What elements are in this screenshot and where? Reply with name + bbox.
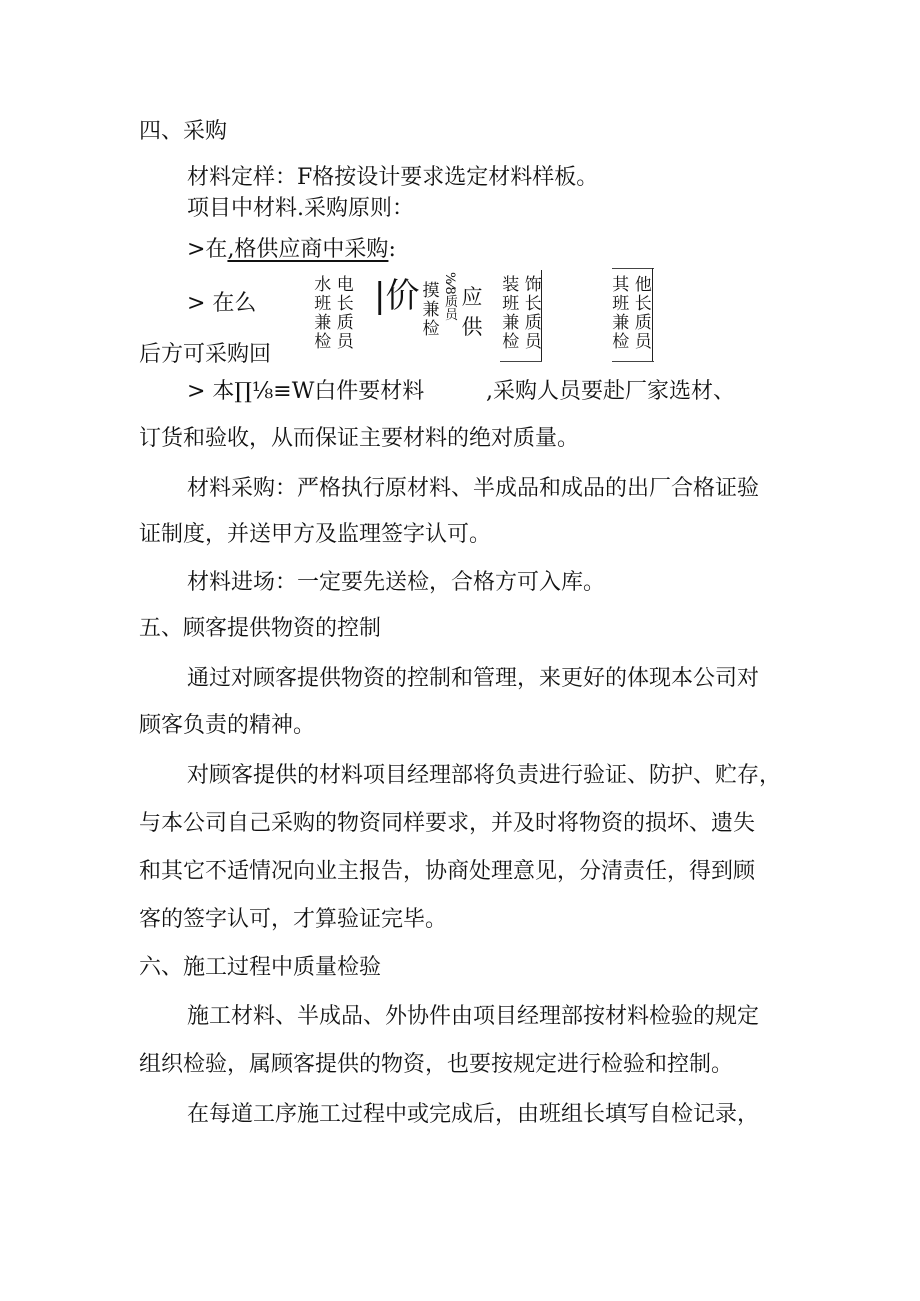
paragraph-line: 对顾客提供的材料项目经理部将负责进行验证、防护、贮存， xyxy=(187,763,782,788)
paragraph-line: 材料定样：F格按设计要求选定材料样板。 xyxy=(187,165,599,190)
role-stack-other: 其 他 班 长 兼 质 检 员 xyxy=(612,275,652,352)
box-border xyxy=(652,268,653,362)
line-prefix: >在 xyxy=(187,237,228,262)
paragraph-line: 材料采购：严格执行原材料、半成品和成品的出厂合格证验 xyxy=(187,476,760,501)
rotated-text: %⁄8质员 xyxy=(442,272,457,321)
paragraph-line: > 在么 xyxy=(187,291,257,316)
box-border xyxy=(541,270,542,362)
paragraph-line: 证制度，并送甲方及监理签字认可。 xyxy=(139,522,492,547)
paragraph-line: > 本∏⅛≡W白件要材料 xyxy=(187,379,425,404)
role-stack-plumbing: 水 电 班 长 兼 质 检 员 xyxy=(314,275,354,352)
paragraph-line: 与本公司自己采购的物资同样要求，并及时将物资的损坏、遗失 xyxy=(139,811,756,836)
line-suffix: : xyxy=(388,237,396,262)
paragraph-line: 组织检验，属顾客提供的物资，也要按规定进行检验和控制。 xyxy=(139,1052,734,1077)
paragraph-line: 通过对顾客提供物资的控制和管理，来更好的体现本公司对 xyxy=(187,666,760,691)
underlined-text: ,格供应商中采购 xyxy=(227,237,389,262)
section-heading-purchasing: 四、采购 xyxy=(139,119,228,144)
paragraph-line: 材料进场：一定要先送检，合格方可入库。 xyxy=(187,570,606,595)
garbled-glyph: |价 xyxy=(374,276,420,316)
paragraph-line: 后方可采购回 xyxy=(139,342,272,367)
paragraph-line: 顾客负责的精神。 xyxy=(139,713,316,738)
paragraph-line xyxy=(187,235,396,265)
paragraph-line: 在每道工序施工过程中或完成后，由班组长填写自检记录， xyxy=(187,1102,760,1127)
paragraph-line: 项目中材料.采购原则： xyxy=(187,196,414,221)
paragraph-line: 和其它不适情况向业主报告，协商处理意见，分清责任，得到顾 xyxy=(139,859,756,884)
box-border xyxy=(612,361,654,362)
paragraph-line: 订货和验收，从而保证主要材料的绝对质量。 xyxy=(139,426,580,451)
role-stack-misc: 摸 兼 检 xyxy=(422,281,440,339)
box-border xyxy=(500,361,542,362)
section-heading-customer-supplies: 五、顾客提供物资的控制 xyxy=(139,616,382,641)
paragraph-line: 客的签字认可，才算验证完毕。 xyxy=(139,907,448,932)
section-heading-inspection: 六、施工过程中质量检验 xyxy=(139,955,382,980)
box-border xyxy=(612,268,654,269)
paragraph-line: ,采购人员要赴厂家选材、 xyxy=(486,379,735,404)
paragraph-line: 施工材料、半成品、外协件由项目经理部按材料检验的规定 xyxy=(187,1004,760,1029)
role-stack-decoration: 装 饰 班 长 兼 质 检 员 xyxy=(502,275,542,352)
role-stack-supply: 应 供 xyxy=(461,285,483,339)
